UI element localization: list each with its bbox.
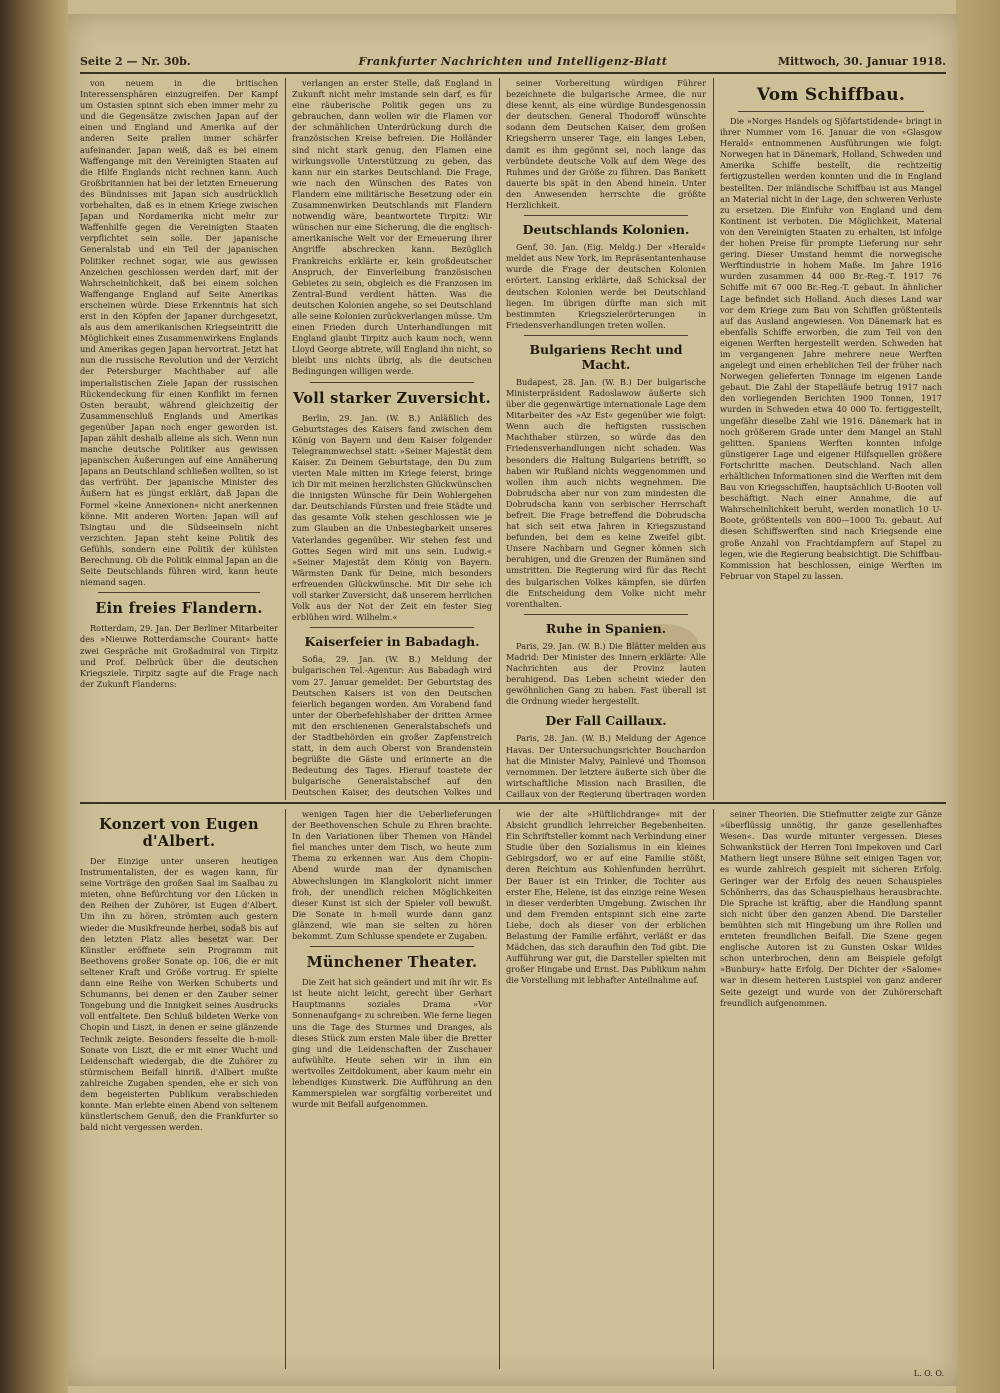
article-body: Die Zeit hat sich geändert und mit ihr wir. Es ist heute nicht leicht, gerecht über Gerhart Hauptmanns soziales Drama »Vor Sonnenaufgang« zu schreiben. Wie ferne liegen uns die Tage des Sturmes und Dranges, als dieses Stück zum ersten Male über die Bretter ging und die Leidenschaften der Zuschauer aufwühlte. Heute sehen wir in ihm ein wertvolles Zeitdokument, aber kaum mehr ein lebendiges Kunstwerk. Die Aufführung an den Kammerspielen war sorgfältig vorbereitet und wurde mit Beifall aufgenommen. xyxy=(292,977,492,1110)
newspaper-page xyxy=(68,14,958,1386)
article-body: Genf, 30. Jan. (Eig. Meldg.) Der »Herald« meldet aus New York, im Repräsentantenhause wurde die Frage der deutschen Kolonien erörtert. Lansing erklärte, daß Schicksal der deutschen Kolonien werde bei Deutschland liegen. Im übrigen dürfte man sich mit bestimmten Kriegszielerörterungen in Friedensverhandlungen treten wollen. xyxy=(506,242,706,330)
article-body: Sofia, 29. Jan. (W. B.) Meldung der bulgarischen Tel.-Agentur: Aus Babadagh wird vom 27. Januar gemeldet: Der Geburtstag des Deutschen Kaisers ist von den Deutschen feierlich begangen worden. Am Vorabend fand unter der Oberbefehlshaber der dritten Armee mit den erschienenen Generalstabschefs und der Stadtbehörden ein großer Zapfenstreich statt, in dem auch Oberst von Brandenstein begrüßte die Gäste und erinnerte an die Bedeutung des Tages. Hierauf toastete der bulgarische Generalstabschef auf den Deutschen Kaiser, des deutschen Volkes und xyxy=(292,654,492,798)
column-rule xyxy=(713,78,714,800)
headline-muenchener-theater: Münchener Theater. xyxy=(306,954,478,972)
article-body: seiner Theorien. Die Stiefmutter zeigte zur Gänze »überflüssig unnötig, ihr ganze gesellenhaftes Wesen«. Das wurde mitunter vergessen. Dieses Schwankstück der Herren Toni Impekoven und Carl Mathern liegt unsere Bühne seit einigen Tagen vor, es wurde zahlreich gespielt mit sicheren Erfolg. Geringer war der Erfolg des neuen Schauspieles Schönherrs, das das Schauspielhaus herausbrachte. Die Sprache ist kräftig, aber die Handlung spannt sich nicht über den ganzen Abend. Die Darsteller bemühten sich mit Hingebung um ihre Rollen und ernteten freundlichen Beifall. Die Szene gegen englische Autoren ist zu Gunsten Oskar Wildes schon unterbrochen, denn am Beispiele gefolgt »Bunbury« hatte Erfolg. Der Dichter der »Salome« war in diesem heiteren Lustspiel von ganz anderer Seite gezeigt und wurde von der Zuhörerschaft freundlich aufgenommen. xyxy=(720,809,942,1008)
column-rule xyxy=(499,78,500,800)
feuilleton-column-1 xyxy=(80,809,278,1369)
headline-voll-starker-zuversicht: Voll starker Zuversicht. xyxy=(293,389,491,407)
running-header xyxy=(80,50,946,74)
article-body: Paris, 29. Jan. (W. B.) Die Blätter melden aus Madrid: Der Minister des Innern erklärte: Alle Nachrichten aus der Provinz lauten beruhigend. Das Leben scheint wieder den gewöhnlichen Gang zu haben. Fast überall ist die Ordnung wieder hergestellt. xyxy=(506,640,706,707)
section-divider xyxy=(80,802,946,804)
column-1 xyxy=(80,78,278,798)
column-rule xyxy=(499,809,500,1369)
article-body: Die »Norges Handels og Sjöfartstidende« bringt in ihrer Nummer vom 16. Januar die von »Glasgow Herald« entnommenen Ausführungen wie folgt: Norwegen hat in Dänemark, Holland, Schweden und Amerika Schiffe bestellt, die rechtzeitig fertigzustellen werden konnten und die in England bestellten. Der inländische Schiffbau ist aus Mangel an Material nicht in der Lage, den schweren Verluste zu ersetzen. Die Einfuhr von England und dem Kontinent ist verboten. Die Möglichkeit, Material von den Vereinigten Staaten zu erhalten, ist infolge der hohen Preise für prompte Lieferung nur sehr gering. Dieser Umstand hemmt die norwegische Werftindustrie in hohem Maße. Im Jahre 1916 wurden zusammen 44 000 Br.-Reg.-T. 1917 76 Schiffe mit 67 000 Br.-Reg.-T. gebaut. In ähnlicher Lage befindet sich Holland. Auch dieses Land war vor dem Kriege zum Bau von Schiffen größtenteils auf das Ausland angewiesen. Von Dänemark hat es ebenfalls Schiffe erworben, die zum Teil von den eigenen Werften hergestellt werden. Schweden hat im vergangenen Jahre mehrere neue Werften angelegt und einen erheblichen Teil der früher nach Norwegen gelieferten Tonnage im eigenen Lande gebaut. Die Zahl der Stapelläufe betrug 1917 nach den vorliegenden Berichten 1900 Tonnen, 1917 wurden in Schweden etwa 40 000 To. fertiggestellt, ungefähr dieselbe Zahl wie 1916. Dänemark hat in noch größerem Grade unter dem Mangel an Stahl gelitten. Spaniens Werften konnten infolge günstigerer Lage und eigener Hilfsquellen größere Fortschritte machen. Deutschland. Nach allen erhältlichen Informationen sind die Werften mit dem Bau von Kriegsschiffen, hauptsächlich U-Booten voll beschäftigt. Nach einer Annahme, die auf Wahrscheinlichkeit beruht, werden monatlich 10 U-Boote, größtenteils von 800—1000 To. gebaut. Auf diesen Schiffswerften sind nach Kriegsende eine große Anzahl von Frachtdampfern auf Stapel zu legen, wie die Regierung beabsichtigt. Die Schiffbau-Kommission hat beschlossen, einige Werften im Februar von Stapel zu lassen. xyxy=(720,116,942,581)
article-body: Paris, 28. Jan. (W. B.) Meldung der Agence Havas. Der Untersuchungsrichter Bouchardon hat die Minister Malvy, Painlevé und Thomson vernommen. Der letztere äußerte sich über die wirtschaftliche Mission nach Brasilien, die Caillaux von der Regierung übertragen worden xyxy=(506,733,706,798)
feuilleton-column-3 xyxy=(506,809,706,1369)
feuilleton-column-4 xyxy=(720,809,942,1354)
headline-kaiserfeier: Kaiserfeier in Babadagh. xyxy=(304,634,480,650)
headline-vom-schiffbau: Vom Schiffbau. xyxy=(756,85,906,105)
issue-date: Mittwoch, 30. Januar 1918. xyxy=(777,55,946,68)
binder-edge-left xyxy=(0,0,68,1393)
headline-bulgariens-recht: Bulgariens Recht und Macht. xyxy=(529,341,683,372)
article-body: Der Einzige unter unseren heutigen Instrumentalisten, der es wagen kann, für seine Vorträge den großen Saal im Saalbau zu mieten, ohne Befürchtung vor den Lücken in den Reihen der Zuhörer, ist Eugen d'Albert. Um ihn zu hören, strömten auch gestern wieder die Musikfreunde herbei, sodaß bis auf den letzten Platz alles besetzt war. Der Künstler eröffnete sein Programm mit Beethovens großer Sonate op. 106, die er mit seltener Kraft und Größe vortrug. Er spielte dann eine Reihe von Werken Schuberts und Schumanns, bei denen er den Zauber seiner Tongebung und die Innigkeit seines Ausdrucks voll entfaltete. Den Schluß bildeten Werke von Chopin und Liszt, in denen er seine glänzende Technik zeigte. Besonders fesselte die h-moll-Sonate von Liszt, die er mit einer Wucht und Leidenschaft wiedergab, die die Zuhörer zu stürmischem Beifall hinriß. d'Albert mußte zahlreiche Zugaben spenden, ehe er sich von dem begeisterten Publikum verabschieden konnte. Man erlebte einen Abend von seltenem künstlerischem Genuß, den die Frankfurter so bald nicht vergessen werden. xyxy=(80,856,278,1133)
column-2 xyxy=(292,78,492,798)
headline-ein-freies-flandern: Ein freies Flandern. xyxy=(95,600,263,618)
adjacent-page-edge-right xyxy=(956,0,1000,1393)
article-body: wie der alte »Hüftlichdrange« mit der Absicht grundlich lehrreicher Begebenheiten. Ein Schriftsteller kommt nach Verbindung einer Studie über den Sozialismus in ein kleines Gebirgsdorf, wo er auf eine Familie stößt, deren Reichtum aus Kohlenfunden herrührt. Der Bauer ist ein Trinker, die Tochter aus erster Ehe, Helene, ist das einzige reine Wesen in dieser verderbten Umgebung. Zwischen ihr und dem Fremden entspinnt sich eine zarte Liebe, doch als dieser von der erblichen Belastung der Familie erfährt, verläßt er das Mädchen, das sich daraufhin den Tod gibt. Die Aufführung war gut, die Darsteller spielten mit großer Hingabe und Ernst. Das Publikum nahm die Vorstellung mit lebhafter Anteilnahme auf. xyxy=(506,809,706,986)
author-signature: L. O. O. xyxy=(913,1369,944,1378)
article-body: Budapest, 28. Jan. (W. B.) Der bulgarische Ministerpräsident Radoslawow äußerte sich über die gegenwärtige internationale Lage dem Mitarbeiter des »Az Est« gegenüber wie folgt: Wenn auch die heftigsten russischen Machthaber stürzen, so würde das den Friedensverhandlungen nicht schaden. Was besonders die Haltung Bulgariens betrifft, so haben wir Rußland nichts weggenommen und wollen ihm auch nichts wegnehmen. Die Dobrudscha aber nur von zum mindesten die Dobrudscha kann von serbischer Herrschaft befreit. Die Frage betreffend die Dobrudscha hat sich seit etwa Jahren in Kriegszustand befunden, bei dem es keine Zweifel gibt. Unsere Nachbarn und Gegner können sich beruhigen, und die Grenzen der Rumänen sind umstritten. Die Regierung wird für das Recht des bulgarischen Volkes kämpfen, sie dürfen die Entscheidung dem Volke nicht mehr vorenthalten. xyxy=(506,376,706,609)
column-4 xyxy=(720,78,942,798)
article-body: wenigen Tagen hier die Ueberlieferungen der Beethovenschen Schule zu Ehren brachte. In den Variationen über Themen von Händel fiel manches unter dem Tisch, wo heute zum Thema zu erkennen war. Aus dem Chopin-Abend wurde man der dynamischen Abwechslungen im Klangkolorit nicht immer froh, der unendlich reichen Möglichkeiten dieser Kunst ist sich der Spieler voll bewußt. Die Sonate in h-moll wurde dann ganz glänzend, wie man sie selten zu hören bekommt. Zum Schlusse spendete er Zugaben. xyxy=(292,809,492,942)
feuilleton-column-2 xyxy=(292,809,492,1369)
article-body: verlangen an erster Stelle, daß England in Zukunft nicht mehr imstande sein darf, es für eine räuberische Politik gegen uns zu gebrauchen, dann wollen wir die Flamen vor der schmählichen Unterdrückung durch die französischen Kreise befreien. Die Holländer sind nicht stark genug, den Flamen eine wirkungsvolle Unterstützung zu geben, das kann nur ein starkes Deutschland. Die Frage, wie nach den Wünschen des Rates von Flandern eine militärische Besetzung oder ein Zusammenwirken Deutschlands mit Flandern notwendig wäre, beantwortete Tirpitz: Wir wünschen nur eine Sicherung, die die englisch-amerikanische Welt vor der Erneuerung ihrer Angriffe abschrecken kann. Bezüglich Frankreichs erklärte er, kein großdeutscher Anspruch, der Einverleibung französischen Gebietes zu sein, obgleich es die Franzosen im Zentral-Bund verdient hätten. Was die deutschen Kolonien angehe, so sei Deutschland alle seine Kolonien zurückverlangen müsse. Um einen Frieden durch Unterhandlungen mit England glaubt Tirpitz auch kaum noch, wenn Lloyd George abtrete, will England ihn nicht, so bleibt uns nichts übrig, als die deutschen Bedingungen willigen werde. xyxy=(292,78,492,377)
article-body: seiner Vorbereitung würdigen Führer bezeichnete die bulgarische Armee, die nur diese kennt, als eine würdige Bundesgenossin der deutschen. General Thodoroff wünschte sodann dem Deutschen Kaiser, dem großen Kriegsherrn unserer Tage, ein langes Leben, damit es ihm gegönnt sei, noch lange das verbündete deutsche Volk auf dem Wege des Ruhmes und der Größe zu führen. Das Bankett dauerte bis spät in den Abend hinein. Unter den Anwesenden herrschte die größte Herzlichkeit. xyxy=(506,78,706,211)
headline-fall-caillaux: Der Fall Caillaux. xyxy=(545,713,667,729)
page-number: Seite 2 — Nr. 30b. xyxy=(80,55,191,68)
newspaper-masthead: Frankfurter Nachrichten und Intelligenz-Blatt xyxy=(358,55,668,68)
headline-deutschlands-kolonien: Deutschlands Kolonien. xyxy=(522,222,690,238)
column-rule xyxy=(713,809,714,1369)
column-rule xyxy=(285,809,286,1369)
article-body: von neuem in die britischen Interessensphären einzugreifen. Der Kampf um Ostasien spinnt sich eben immer mehr zu und die Gegensätze zwischen Japan auf der einen und England und Amerika auf der anderen Seite prallen immer schärfer aufeinander. Japan weiß, daß es bei einem Waffengange mit den Vereinigten Staaten auf die Hilfe Englands nicht rechnen kann. Auch Großbritannien hat bei der letzten Erneuerung des Bündnisses mit Japan sich ausdrücklich vorbehalten, daß es in einem Kriege zwischen Japan und Nordamerika nicht mehr zur Waffenhilfe gegen die Vereinigten Staaten verpflichtet sein solle. Der japanische Generalstab und ein Teil der japanischen Politiker rechnet sogar, wie aus gewissen Anzeichen geschlossen werden darf, mit der Wahrscheinlichkeit, daß bei einem solchen Waffengange England auf Seite Amerikas erscheinen würde. Diese Erkenntnis hat sich erst in den Köpfen der Japaner durchgesetzt, als aus dem amerikanischen Kriegseintritt die Möglichkeit eines Zusammenwirkens Englands und Amerikas gegen Japan hervortrat. Jetzt hat nun die russische Revolution und der Verzicht der Petersburger Machthaber auf alle imperialistischen Ziele Japan der russischen Rückendeckung für einen Konflikt im fernen Osten beraubt, während gleichzeitig der Zusammenschluß Englands und Amerikas gegenüber Japan noch enger geworden ist. Japan zählt deshalb alleine als sich. Wenn nun manche deutsche Politiker aus gewissen japanischen Äußerungen auf eine Annäherung Japans an Deutschland schließen wollten, so ist das verfrüht. Der japanische Minister des Äußern hat es jüngst erklärt, daß Japan die Formel »keine Annexionen« nicht anerkennen könne. Mit anderen Worten: Japan will auf Tsingtau und die Südseeinseln nicht verzichten. Japan steht keine Politik des Gefühls, sondern eine Politik der kühlsten Berechnung. Ob die Politik einmal Japan an die Seite Deutschlands führen wird, kann heute niemand sagen. xyxy=(80,78,278,588)
headline-konzert-dalbert: Konzert von Eugen d'Albert. xyxy=(99,816,259,850)
column-rule xyxy=(285,78,286,800)
article-body: Berlin, 29. Jan. (W. B.) Anläßlich des Geburtstages des Kaisers fand zwischen dem König von Bayern und dem Kaiser folgender Telegrammwechsel statt: »Seiner Majestät dem Kaiser. Zu Deinem Geburtstage, den Du zum vierten Male mitten im Kriege feierst, bringe ich Dir mit meinen herzlichsten Glückwünschen die innigsten Wünsche für Dein Wohlergehen dar. Deutschlands Fürsten und freie Städte und das gesamte Volk stehen geschlossen wie je zum Glauben an die Unbesiegbarkeit unseres Vaterlandes gegenüber. Wir stehen fest und Gottes Segen wird mit uns sein. Ludwig.« »Seiner Majestät dem König von Bayern. Wärmsten Dank für Deine, mich besonders erfreuenden Glückwünsche. Mit Dir sehe ich voll starker Zuversicht, daß unserem herrlichen Volk aus der Not der Zeit ein fester Sieg erblühen wird. Wilhelm.« xyxy=(292,412,492,623)
headline-ruhe-in-spanien: Ruhe in Spanien. xyxy=(545,620,667,636)
column-3 xyxy=(506,78,706,798)
article-body: Rotterdam, 29. Jan. Der Berliner Mitarbeiter des »Nieuwe Rotterdamsche Courant« hatte zwei Gespräche mit Großadmiral von Tirpitz und Prof. Delbrück über die deutschen Kriegsziele. Tirpitz sagte auf die Frage nach der Zukunft Flanderns: xyxy=(80,623,278,689)
